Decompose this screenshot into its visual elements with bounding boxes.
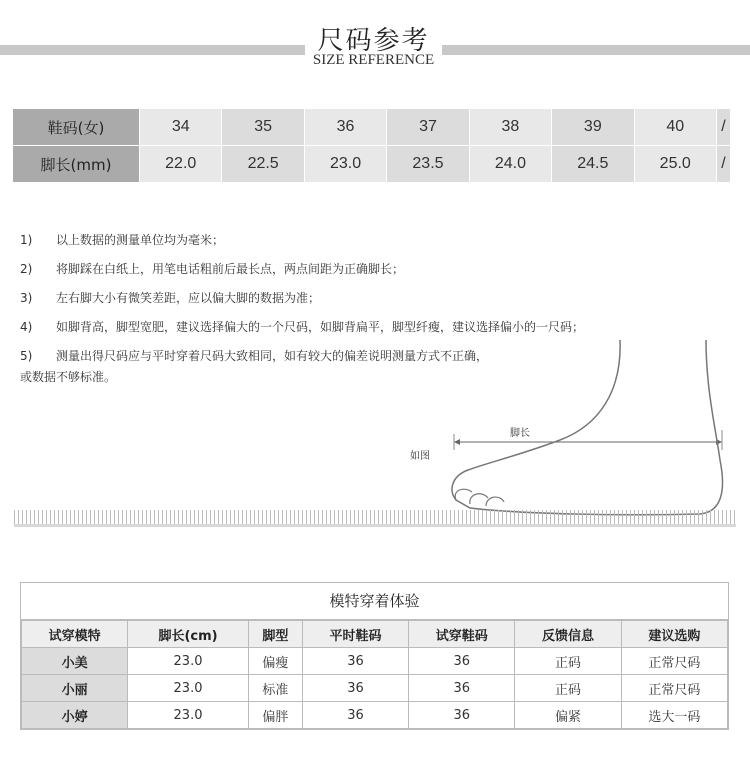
example-label: 如图	[410, 451, 430, 462]
header-bar-right	[442, 45, 750, 55]
column-header: 平时鞋码	[302, 621, 408, 648]
foot-outline-icon	[452, 340, 723, 515]
foot-length-label: 脚长	[510, 428, 530, 439]
size-cell: 40	[634, 109, 716, 146]
size-cell: 35	[222, 109, 304, 146]
page-subtitle: SIZE REFERENCE	[312, 52, 435, 68]
table-cell: 36	[302, 675, 408, 702]
model-table-title: 模特穿着体验	[21, 583, 728, 620]
table-cell: 36	[302, 648, 408, 675]
size-cell: 36	[304, 109, 386, 146]
table-cell: 36	[302, 702, 408, 729]
table-header-row	[22, 621, 728, 648]
note-line	[20, 261, 660, 290]
table-cell: 23.0	[128, 702, 249, 729]
table-cell: 正常尺码	[621, 675, 727, 702]
toe-icon	[455, 489, 472, 500]
foot-diagram	[0, 330, 750, 520]
row-label: 鞋码(女)	[13, 109, 140, 146]
model-table	[21, 620, 728, 729]
arrow-left-icon	[454, 439, 460, 445]
note-text: 如脚背高，脚型宽肥，建议选择偏大的一个尺码，如脚背扁平，脚型纤瘦，建议选择偏小的一尺码；	[56, 320, 585, 334]
note-text: 测量出得尺码应与平时穿着尺码大致相同，如有较大的偏差说明测量方式不正确，	[56, 349, 489, 363]
size-cell: 22.0	[140, 146, 222, 183]
table-cell: 36	[409, 675, 515, 702]
column-header: 试穿鞋码	[409, 621, 515, 648]
size-row-length	[13, 146, 731, 183]
section-header	[0, 20, 750, 80]
size-cell: 22.5	[222, 146, 304, 183]
header-bar-left	[0, 45, 305, 55]
toe-icon	[470, 494, 488, 504]
size-cell: 24.5	[552, 146, 634, 183]
table-cell: 正码	[515, 648, 621, 675]
size-cell: 24.0	[469, 146, 551, 183]
note-text: 或数据不够标准。	[20, 370, 117, 384]
model-experience-table	[20, 582, 729, 730]
row-label: 脚长(mm)	[13, 146, 140, 183]
size-cell: /	[716, 109, 730, 146]
model-name: 小丽	[22, 675, 128, 702]
size-cell: /	[716, 146, 730, 183]
table-cell: 正码	[515, 675, 621, 702]
table-cell: 36	[409, 648, 515, 675]
table-row	[22, 702, 728, 729]
note-number: 4)	[20, 320, 33, 334]
size-cell: 39	[552, 109, 634, 146]
ruler	[14, 510, 736, 527]
note-text: 以上数据的测量单位均为毫米；	[56, 233, 225, 247]
table-cell: 选大一码	[621, 702, 727, 729]
size-cell: 37	[387, 109, 469, 146]
table-cell: 23.0	[128, 648, 249, 675]
size-cell: 23.0	[304, 146, 386, 183]
column-header: 脚长(cm)	[128, 621, 249, 648]
size-table	[12, 108, 731, 183]
model-name: 小美	[22, 648, 128, 675]
table-cell: 正常尺码	[621, 648, 727, 675]
toe-icon	[486, 497, 504, 506]
table-cell: 23.0	[128, 675, 249, 702]
size-cell: 34	[140, 109, 222, 146]
table-cell: 偏胖	[248, 702, 302, 729]
note-number: 3)	[20, 291, 33, 305]
note-text: 将脚踩在白纸上，用笔电话粗前后最长点，两点间距为正确脚长；	[56, 262, 405, 276]
table-cell: 偏紧	[515, 702, 621, 729]
column-header: 脚型	[248, 621, 302, 648]
model-name: 小婷	[22, 702, 128, 729]
table-cell: 标准	[248, 675, 302, 702]
table-row	[22, 675, 728, 702]
note-number: 2)	[20, 262, 33, 276]
column-header: 建议选购	[621, 621, 727, 648]
size-cell: 23.5	[387, 146, 469, 183]
size-cell: 25.0	[634, 146, 716, 183]
note-line	[20, 290, 660, 319]
column-header: 试穿模特	[22, 621, 128, 648]
table-row	[22, 648, 728, 675]
table-cell: 36	[409, 702, 515, 729]
note-line	[20, 232, 660, 261]
note-number: 5)	[20, 349, 33, 363]
size-row-shoe	[13, 109, 731, 146]
size-cell: 38	[469, 109, 551, 146]
note-number: 1)	[20, 233, 33, 247]
note-text: 左右脚大小有微笑差距，应以偏大脚的数据为准；	[56, 291, 321, 305]
column-header: 反馈信息	[515, 621, 621, 648]
page-title: 尺码参考	[317, 26, 430, 56]
table-cell: 偏瘦	[248, 648, 302, 675]
